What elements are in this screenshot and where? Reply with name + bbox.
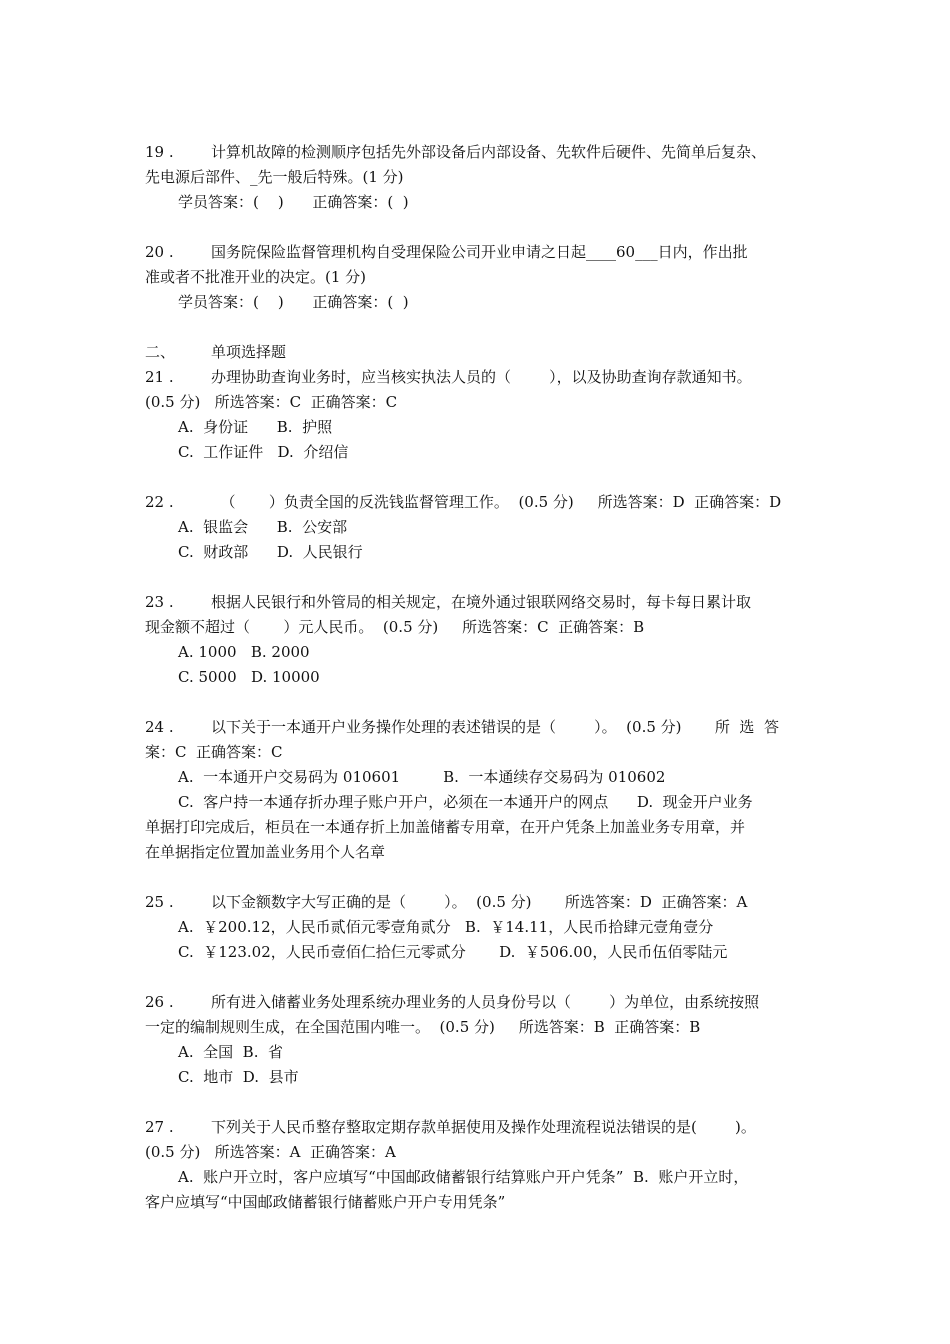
text-line <box>0 140 950 165</box>
line-text: 一定的编制规则生成，在全国范围内唯一。 (0.5 分) 所选答案：B 正确答案：B <box>145 1018 701 1036</box>
line-text: 单项选择题 <box>211 343 287 361</box>
line-text: 下列关于人民币整存整取定期存款单据使用及操作处理流程说法错误的是( )。 <box>211 1118 756 1136</box>
line-text: A. 1000 B. 2000 <box>178 643 310 661</box>
line-text: A. ￥200.12，人民币贰佰元零壹角贰分 B. ￥14.11，人民币拾肆元壹角壹分 <box>178 918 714 936</box>
question-block <box>0 240 950 315</box>
question-number: 27 . <box>145 1118 174 1136</box>
spacer <box>0 215 950 240</box>
text-line <box>0 590 950 615</box>
question-block <box>0 990 950 1090</box>
line-text: (0.5 分) 所选答案：A 正确答案：A <box>145 1143 396 1161</box>
text-line <box>0 665 950 690</box>
line-text: A. 账户开立时，客户应填写“中国邮政储蓄银行结算账户开户凭条” B. 账户开立时， <box>178 1168 749 1186</box>
question-number: 二、 <box>145 343 176 361</box>
line-text: 在单据指定位置加盖业务用个人名章 <box>145 843 386 861</box>
question-block <box>0 890 950 965</box>
line-text: (0.5 分) 所选答案：C 正确答案：C <box>145 393 398 411</box>
line-text: 现金额不超过（ ）元人民币。 (0.5 分) 所选答案：C 正确答案：B <box>145 618 645 636</box>
line-text: 先电源后部件、_先一般后特殊。(1 分) <box>145 168 404 186</box>
text-line <box>0 1115 950 1140</box>
question-block <box>0 715 950 865</box>
line-text: 学员答案：( ) 正确答案：( ) <box>178 193 409 211</box>
question-number: 24 . <box>145 718 174 736</box>
text-line <box>0 340 950 365</box>
text-line <box>0 990 950 1015</box>
line-text: C. 财政部 D. 人民银行 <box>178 543 363 561</box>
spacer <box>0 865 950 890</box>
question-block <box>0 590 950 690</box>
text-line <box>0 890 950 915</box>
question-number: 25 . <box>145 893 174 911</box>
text-line <box>0 240 950 265</box>
question-number: 26 . <box>145 993 174 1011</box>
question-number: 21 . <box>145 368 174 386</box>
text-line <box>0 190 950 215</box>
question-number: 20 . <box>145 243 174 261</box>
question-block <box>0 140 950 215</box>
text-line <box>0 265 950 290</box>
spacer <box>0 690 950 715</box>
line-text: C. 客户持一本通存折办理子账户开户，必须在一本通开户的网点 D. 现金开户业务 <box>178 793 753 811</box>
question-number: 22 . <box>145 493 174 511</box>
text-line <box>0 290 950 315</box>
line-text: 以下关于一本通开户业务操作处理的表述错误的是（ ）。 (0.5 分) 所 选 答 <box>211 718 779 736</box>
text-line <box>0 615 950 640</box>
line-text: 根据人民银行和外管局的相关规定，在境外通过银联网络交易时，每卡每日累计取 <box>211 593 752 611</box>
text-line <box>0 540 950 565</box>
spacer <box>0 315 950 340</box>
line-text: C. ￥123.02，人民币壹佰仁拾仨元零贰分 D. ￥506.00，人民币伍佰零陆元 <box>178 943 728 961</box>
question-block <box>0 490 950 565</box>
text-line <box>0 1190 950 1215</box>
question-block <box>0 1115 950 1215</box>
line-text: 学员答案：( ) 正确答案：( ) <box>178 293 409 311</box>
text-line <box>0 440 950 465</box>
text-line <box>0 390 950 415</box>
text-line <box>0 1165 950 1190</box>
text-line <box>0 915 950 940</box>
line-text: （ ）负责全国的反洗钱监督管理工作。 (0.5 分) 所选答案：D 正确答案：D <box>211 493 782 511</box>
text-line <box>0 765 950 790</box>
line-text: 计算机故障的检测顺序包括先外部设备后内部设备、先软件后硬件、先简单后复杂、 <box>211 143 767 161</box>
line-text: C. 工作证件 D. 介绍信 <box>178 443 349 461</box>
text-line <box>0 1140 950 1165</box>
line-text: 单据打印完成后，柜员在一本通存折上加盖储蓄专用章，在开户凭条上加盖业务专用章，并 <box>145 818 746 836</box>
spacer <box>0 965 950 990</box>
spacer <box>0 565 950 590</box>
text-line <box>0 790 950 815</box>
text-line <box>0 840 950 865</box>
line-text: 办理协助查询业务时，应当核实执法人员的（ ），以及协助查询存款通知书。 <box>211 368 752 386</box>
line-text: 准或者不批准开业的决定。(1 分) <box>145 268 367 286</box>
question-block <box>0 340 950 465</box>
text-line <box>0 490 950 515</box>
line-text: 客户应填写“中国邮政储蓄银行储蓄账户开户专用凭条” <box>145 1193 506 1211</box>
spacer <box>0 465 950 490</box>
text-line <box>0 515 950 540</box>
text-line <box>0 940 950 965</box>
spacer <box>0 1090 950 1115</box>
line-text: 国务院保险监督管理机构自受理保险公司开业申请之日起____60___日内，作出批 <box>211 243 748 261</box>
text-line <box>0 365 950 390</box>
line-text: A. 全国 B. 省 <box>178 1043 284 1061</box>
line-text: 以下金额数字大写正确的是（ ）。 (0.5 分) 所选答案：D 正确答案：A <box>211 893 748 911</box>
text-line <box>0 1040 950 1065</box>
line-text: A. 一本通开户交易码为 010601 B. 一本通续存交易码为 010602 <box>178 768 666 786</box>
spacer <box>0 1215 950 1240</box>
line-text: C. 地市 D. 县市 <box>178 1068 299 1086</box>
question-number: 19 . <box>145 143 174 161</box>
text-line <box>0 415 950 440</box>
text-line <box>0 640 950 665</box>
line-text: 案：C 正确答案：C <box>145 743 283 761</box>
text-line <box>0 740 950 765</box>
text-line <box>0 1065 950 1090</box>
line-text: C. 5000 D. 10000 <box>178 668 320 686</box>
line-text: A. 身份证 B. 护照 <box>178 418 333 436</box>
question-number: 23 . <box>145 593 174 611</box>
text-line <box>0 715 950 740</box>
line-text: 所有进入储蓄业务处理系统办理业务的人员身份号以（ ）为单位，由系统按照 <box>211 993 760 1011</box>
text-line <box>0 815 950 840</box>
line-text: A. 银监会 B. 公安部 <box>178 518 348 536</box>
text-line <box>0 1015 950 1040</box>
text-line <box>0 165 950 190</box>
